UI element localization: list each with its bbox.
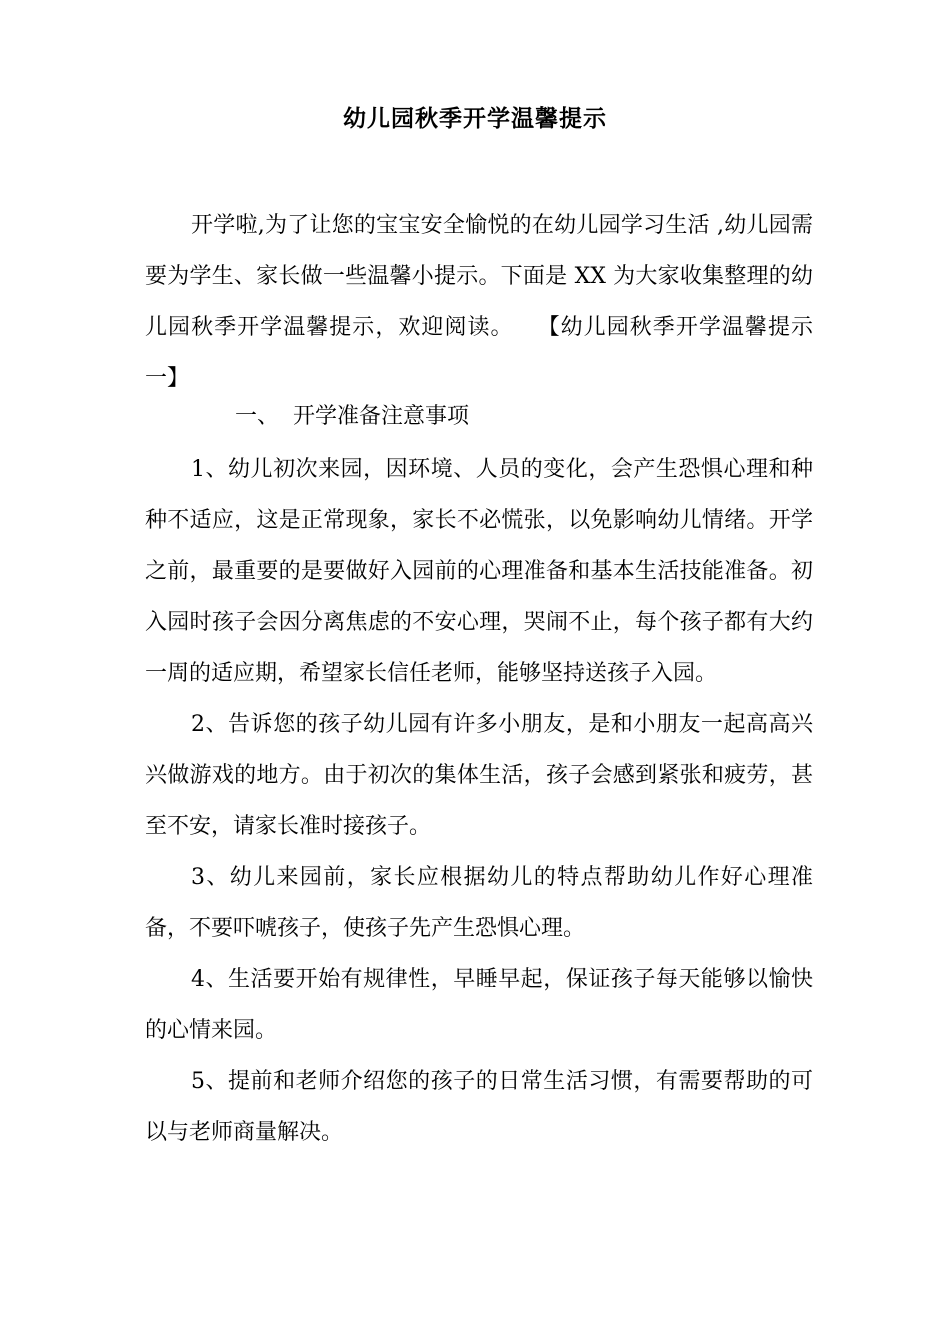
list-item: 4、生活要开始有规律性，早睡早起，保证孩子每天能够以愉快的心情来园。 (145, 967, 813, 1043)
list-item: 5、提前和老师介绍您的孩子的日常生活习惯，有需要帮助的可以与老师商量解决。 (145, 1069, 813, 1145)
document-title: 幼儿园秋季开学温馨提示 (343, 105, 607, 132)
items-block (145, 444, 813, 1158)
section-heading: 一、 开学准备注意事项 (235, 404, 469, 429)
intro-paragraph: 开学啦,为了让您的宝宝安全愉悦的在幼儿园学习生活 ,幼儿园需要为学生、家长做一些温馨小提示。下面是 XX 为大家收集整理的幼儿园秋季开学温馨提示，欢迎阅读。 【幼儿园秋季开学温馨提示一】 (145, 213, 813, 391)
intro-block (145, 200, 813, 404)
list-item: 1、幼儿初次来园，因环境、人员的变化，会产生恐惧心理和种种不适应，这是正常现象，家长不必慌张，以免影响幼儿情绪。开学之前，最重要的是要做好入园前的心理准备和基本生活技能准备。初入园时孩子会因分离焦虑的不安心理，哭闹不止，每个孩子都有大约一周的适应期，希望家长信任老师，能够坚持送孩子入园。 (145, 457, 813, 686)
list-item: 2、告诉您的孩子幼儿园有许多小朋友，是和小朋友一起高高兴兴做游戏的地方。由于初次的集体生活，孩子会感到紧张和疲劳，甚至不安，请家长准时接孩子。 (145, 712, 813, 839)
list-item: 3、幼儿来园前，家长应根据幼儿的特点帮助幼儿作好心理准备，不要吓唬孩子，使孩子先产生恐惧心理。 (145, 865, 813, 941)
